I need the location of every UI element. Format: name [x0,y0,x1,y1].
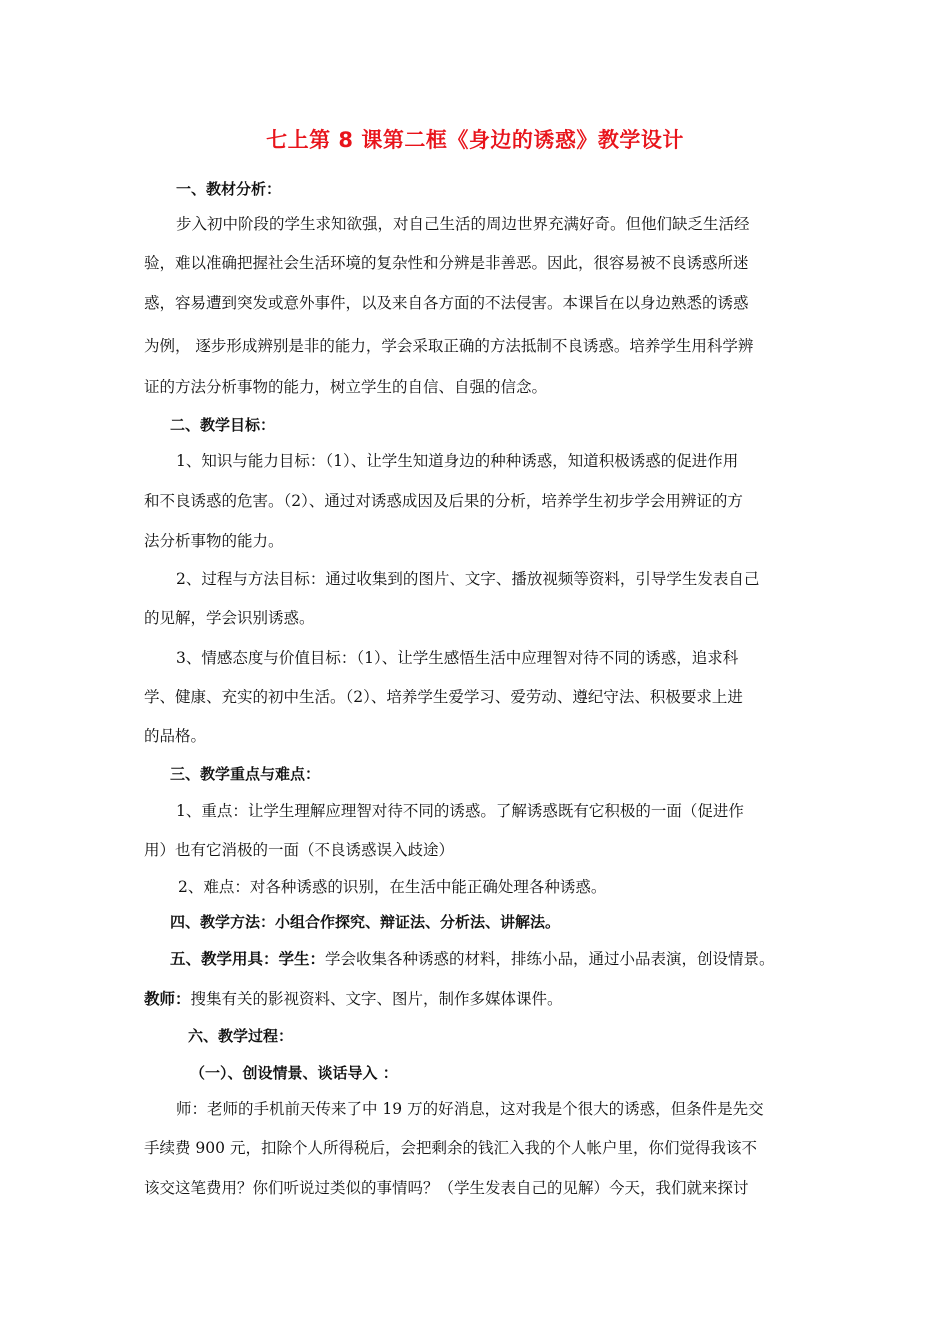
section-heading-methods: 四、教学方法：小组合作探究、辩证法、分析法、讲解法。 [170,913,561,931]
tools-line [170,948,775,970]
section-heading-process: 六、教学过程： [188,1027,294,1045]
teacher-text: 搜集有关的影视资料、文字、图片，制作多媒体课件。 [190,990,563,1008]
paragraph-line: 1、重点：让学生理解应理智对待不同的诱惑。了解诱惑既有它积极的一面（促进作 [176,802,744,820]
paragraph-line: 3、情感态度与价值目标：（1）、让学生感悟生活中应理智对待不同的诱惑，追求科 [176,649,739,667]
paragraph-line: 步入初中阶段的学生求知欲强，对自己生活的周边世界充满好奇。但他们缺乏生活经 [176,215,750,233]
paragraph-line: 和不良诱惑的危害。（2）、通过对诱惑成因及后果的分析，培养学生初步学会用辨证的方 [144,492,743,510]
paragraph-line: 2、难点：对各种诱惑的识别，在生活中能正确处理各种诱惑。 [178,878,607,896]
section-heading-key-points: 三、教学重点与难点： [170,765,321,783]
student-text: 学会收集各种诱惑的材料，排练小品，通过小品表演，创设情景。 [325,950,775,968]
paragraph-line: 学、健康、充实的初中生活。（2）、培养学生爱学习、爱劳动、遵纪守法、积极要求上进 [144,688,743,706]
subsection-heading: （一）、创设情景、谈话导入 ： [190,1064,398,1082]
paragraph-line: 惑，容易遭到突发或意外事件，以及来自各方面的不法侵害。本课旨在以身边熟悉的诱惑 [144,294,749,312]
paragraph-line: 该交这笔费用？你们听说过类似的事情吗？（学生发表自己的见解）今天，我们就来探讨 [144,1179,749,1197]
section-heading-tools: 五、教学用具： [170,950,279,968]
paragraph-line: 1、知识与能力目标：（1）、让学生知道身边的种种诱惑，知道积极诱惑的促进作用 [176,452,739,470]
student-label: 学生： [278,950,326,968]
paragraph-line: 法分析事物的能力。 [144,532,284,550]
paragraph-line: 用）也有它消极的一面（不良诱惑误入歧途） [144,841,455,859]
paragraph-line: 手续费 900 元，扣除个人所得税后，会把剩余的钱汇入我的个人帐户里，你们觉得我该不 [144,1139,757,1157]
paragraph-line: 2、过程与方法目标：通过收集到的图片、文字、播放视频等资料，引导学生发表自己 [176,570,760,588]
section-heading-analysis: 一、教材分析： [176,180,282,198]
teacher-label: 教师： [144,990,191,1008]
paragraph-line: 为例， 逐步形成辨别是非的能力，学会采取正确的方法抵制不良诱惑。培养学生用科学辨 [144,337,754,355]
paragraph-line: 证的方法分析事物的能力，树立学生的自信、自强的信念。 [144,378,548,396]
paragraph-line: 师：老师的手机前天传来了中 19 万的好消息，这对我是个很大的诱惑，但条件是先交 [176,1100,764,1118]
section-heading-goals: 二、教学目标： [170,416,276,434]
paragraph-line: 的品格。 [144,727,207,745]
paragraph-line: 验，难以准确把握社会生活环境的复杂性和分辨是非善恶。因此，很容易被不良诱惑所迷 [144,254,749,272]
teacher-line [144,988,563,1010]
document-title: 七上第 8 课第二框《身边的诱惑》教学设计 [266,128,684,152]
paragraph-line: 的见解，学会识别诱惑。 [144,609,315,627]
